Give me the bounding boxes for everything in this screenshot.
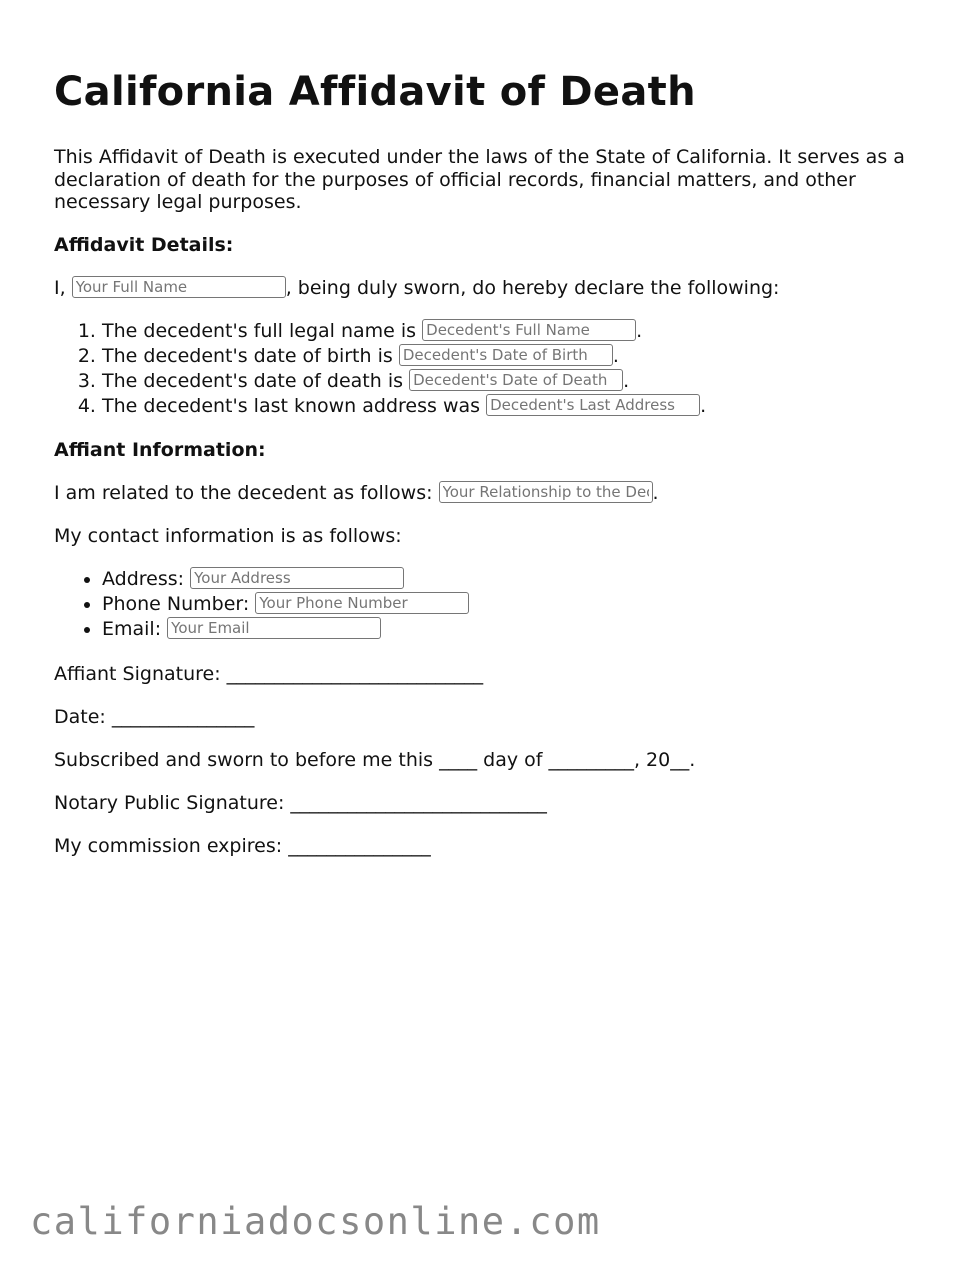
page-title: California Affidavit of Death [54, 69, 696, 115]
oath-suffix: , being duly sworn, do hereby declare the following: [285, 276, 780, 299]
decedent-death-label: The decedent's date of death is [102, 369, 404, 392]
list-item [102, 617, 934, 642]
decedent-name-label: The decedent's full legal name is [102, 319, 417, 342]
subscribed-line: Subscribed and sworn to before me this ____ day of _________, 20__. [54, 748, 696, 771]
commission-expiry-line: My commission expires: _______________ [54, 834, 431, 857]
affiant-information-heading: Affiant Information: [54, 438, 266, 461]
affiant-name-input[interactable] [72, 276, 286, 298]
decedent-details-list [54, 319, 934, 419]
decedent-address-label: The decedent's last known address was [102, 394, 481, 417]
relationship-label: I am related to the decedent as follows: [54, 481, 433, 504]
relationship-statement [54, 481, 934, 505]
decedent-birth-date-input[interactable] [399, 344, 613, 366]
watermark-url: californiadocsonline.com [30, 1200, 601, 1243]
intro-paragraph: This Affidavit of Death is executed under the laws of the State of California. It serves as a declaration of death for the purposes of official records, financial matters, and other necessary legal purposes. [54, 146, 905, 213]
list-item [102, 592, 934, 617]
date-line: Date: _______________ [54, 705, 255, 728]
relationship-input[interactable] [439, 481, 653, 503]
list-item [102, 369, 934, 394]
notary-signature-line: Notary Public Signature: ___________________________ [54, 791, 547, 814]
list-item [102, 567, 934, 592]
oath-statement [54, 276, 934, 300]
decedent-birth-label: The decedent's date of birth is [102, 344, 393, 367]
period: . [623, 369, 630, 392]
address-input[interactable] [190, 567, 404, 589]
contact-intro: My contact information is as follows: [54, 524, 402, 547]
list-item [102, 344, 934, 369]
period: . [652, 481, 659, 504]
affiant-signature-line: Affiant Signature: ___________________________ [54, 662, 484, 685]
email-input[interactable] [167, 617, 381, 639]
list-item [102, 319, 934, 344]
decedent-name-input[interactable] [422, 319, 636, 341]
period: . [612, 344, 619, 367]
decedent-address-input[interactable] [486, 394, 700, 416]
decedent-death-date-input[interactable] [409, 369, 623, 391]
period: . [700, 394, 707, 417]
list-item [102, 394, 934, 419]
period: . [636, 319, 643, 342]
affidavit-details-heading: Affidavit Details: [54, 233, 234, 256]
address-label: Address: [102, 567, 185, 590]
phone-input[interactable] [255, 592, 469, 614]
phone-label: Phone Number: [102, 592, 250, 615]
oath-prefix: I, [54, 276, 66, 299]
contact-list [54, 567, 934, 642]
email-label: Email: [102, 617, 162, 640]
affidavit-form [54, 66, 934, 877]
